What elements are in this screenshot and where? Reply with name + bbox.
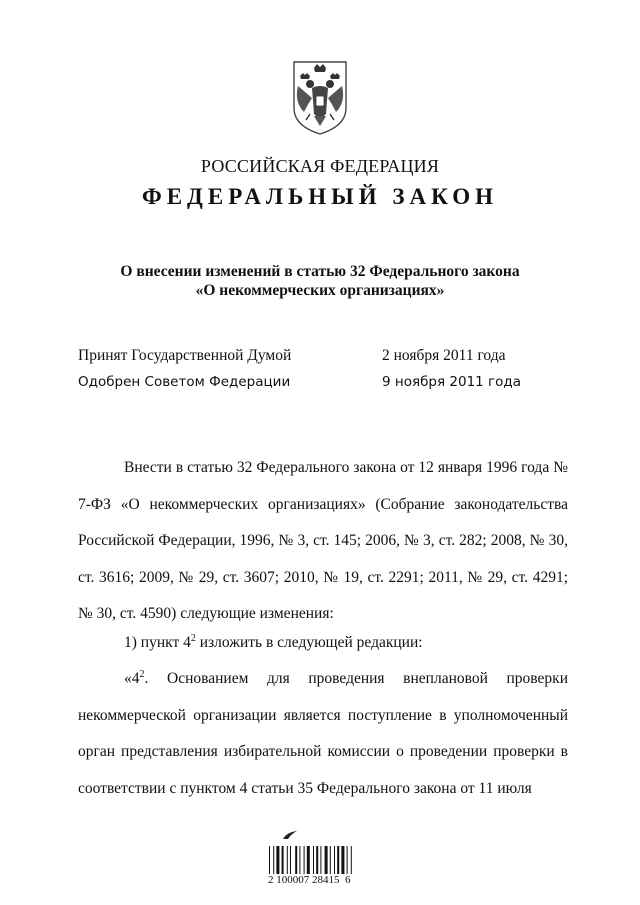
barcode-bar	[287, 846, 288, 874]
quote-superscript: 2	[139, 668, 145, 680]
barcode-bar	[330, 846, 331, 874]
barcode-bar	[304, 846, 305, 874]
law-title-line-1: О внесении изменений в статью 32 Федерального закона	[120, 263, 520, 280]
barcode-bar	[282, 846, 284, 874]
barcode-bar	[299, 846, 300, 874]
item-superscript: 2	[190, 632, 196, 644]
barcode-bar	[347, 846, 348, 874]
main-paragraph: Внести в статью 32 Федерального закона от 12 января 1996 года № 7-ФЗ «О некоммерческих организациях» (Собрание законодательства Российской Федерации, 1996, № 3, ст. 145; 2006, № 3, ст. 282; 2008, № 30, ст. 3616; 2009, № 29, ст. 3607; 2010, № 19, ст. 2291; 2011, № 29, ст. 4291; № 30, ст. 4590) следующие изменения:	[78, 459, 568, 622]
barcode-bar	[320, 846, 321, 874]
barcode-bar	[337, 846, 339, 874]
barcode-bar	[269, 846, 270, 874]
council-date: 9 ноября 2011 года	[382, 374, 522, 390]
barcode-bar	[351, 846, 352, 874]
adoption-duma-row	[78, 347, 548, 369]
barcode-number: 2 100007 28415 6	[268, 874, 351, 886]
barcode-bar	[316, 846, 318, 874]
barcode-bar	[325, 846, 328, 874]
quote-text: . Основанием для проведения внеплановой проверки некоммерческой организации является поступление в уполномоченный орган представления избирательной комиссии о проведении проверки в соответствии с пунктом 4 статьи 35 Федерального закона от 11 июля	[78, 670, 568, 797]
council-label: Одобрен Советом Федерации	[78, 374, 291, 390]
barcode-bar	[307, 846, 310, 874]
duma-label: Принят Государственной Думой	[78, 347, 292, 364]
law-title	[0, 262, 640, 300]
quill-mark-icon	[282, 830, 298, 840]
barcode	[268, 830, 378, 890]
barcode-bar	[273, 846, 274, 874]
barcode-bar	[341, 846, 344, 874]
barcode-bar	[290, 846, 291, 874]
quoted-paragraph	[78, 661, 568, 807]
barcode-bar	[295, 846, 297, 874]
adoption-council-row	[78, 374, 548, 396]
quote-prefix: «4	[124, 670, 140, 687]
barcode-bar	[276, 846, 279, 874]
barcode-bar	[334, 846, 335, 874]
barcode-bar	[313, 846, 314, 874]
law-type-heading: ФЕДЕРАЛЬНЫЙ ЗАКОН	[141, 184, 499, 209]
item-prefix: 1) пункт 4	[124, 634, 191, 651]
duma-date: 2 ноября 2011 года	[382, 347, 506, 364]
amendment-item	[78, 625, 568, 662]
law-title-line-2: «О некоммерческих организациях»	[195, 282, 445, 299]
item-suffix: изложить в следующей редакции:	[195, 634, 423, 651]
coat-of-arms-icon	[288, 58, 352, 136]
country-heading: РОССИЙСКАЯ ФЕДЕРАЦИЯ	[200, 156, 440, 176]
barcode-bars	[268, 846, 370, 874]
